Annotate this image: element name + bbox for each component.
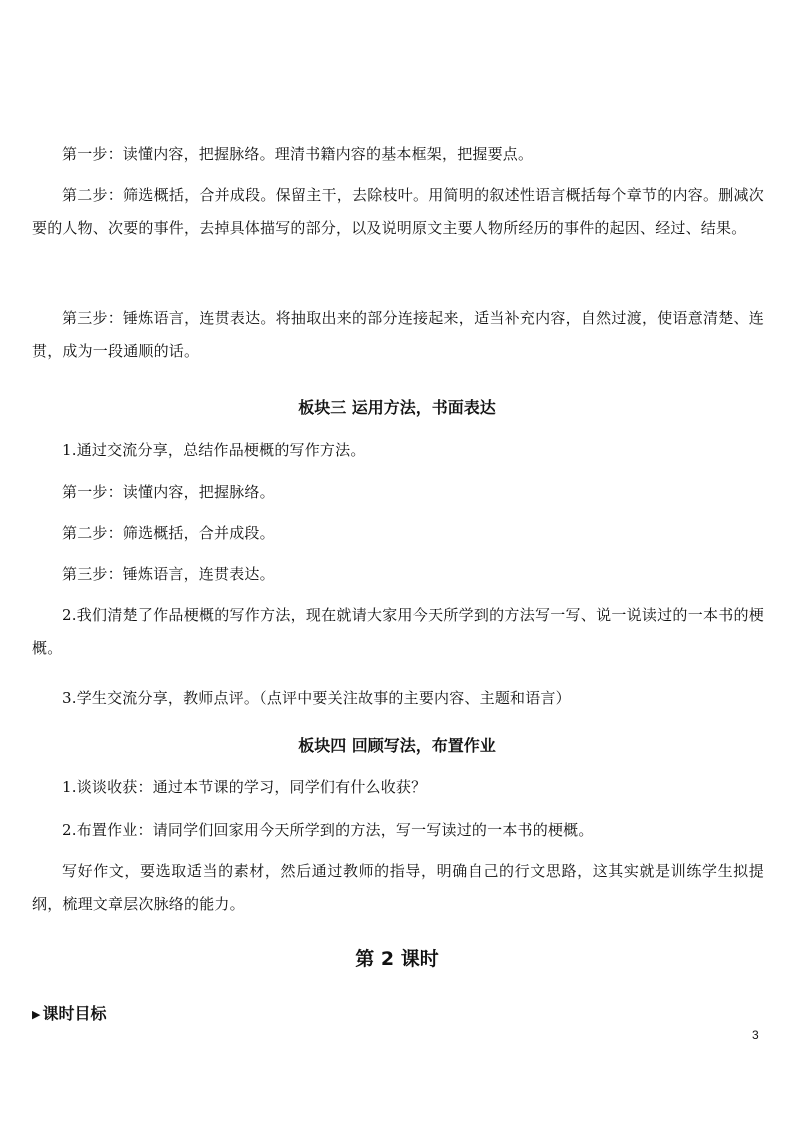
section-four-item: 写好作文，要选取适当的素材，然后通过教师的指导，明确自己的行文思路，这其实就是训练学生拟提纲，梳理文章层次脉络的能力。 (32, 862, 764, 913)
lesson-title: 第 2 课时 (355, 948, 439, 970)
paragraph-step-two: 第二步：筛选概括，合并成段。保留主干，去除枝叶。用简明的叙述性语言概括每个章节的内容。删减次要的人物、次要的事件，去掉具体描写的部分，以及说明原文主要人物所经历的事件的起因、经过、结果。 (32, 186, 764, 237)
paragraph-step-one: 第一步：读懂内容，把握脉络。理清书籍内容的基本框架，把握要点。 (62, 145, 534, 163)
section-four-item: 1.谈谈收获：通过本节课的学习，同学们有什么收获？ (62, 778, 427, 796)
section-three-item: 2.我们清楚了作品梗概的写作方法，现在就请大家用今天所学到的方法写一写、说一说读过的一本书的梗概。 (32, 606, 764, 657)
paragraph-step-three: 第三步：锤炼语言，连贯表达。将抽取出来的部分连接起来，适当补充内容，自然过渡，使语意清楚、连贯，成为一段通顺的话。 (32, 309, 764, 360)
section-four-heading: 板块四 回顾写法，布置作业 (298, 736, 496, 755)
section-three-item: 第一步：读懂内容，把握脉络。 (62, 483, 275, 501)
section-three-item: 第二步：筛选概括，合并成段。 (62, 524, 275, 542)
section-three-item: 第三步：锤炼语言，连贯表达。 (62, 565, 275, 583)
objectives-label: 课时目标 (42, 1004, 107, 1023)
section-three-item: 3.学生交流分享，教师点评。（点评中要关注故事的主要内容、主题和语言） (62, 689, 571, 707)
section-four-item: 2.布置作业：请同学们回家用今天所学到的方法，写一写读过的一本书的梗概。 (62, 821, 594, 839)
section-three-heading: 板块三 运用方法，书面表达 (298, 398, 496, 417)
triangle-bullet-icon: ▶ (32, 1008, 41, 1021)
section-three-item: 1.通过交流分享，总结作品梗概的写作方法。 (62, 441, 366, 459)
page-number: 3 (752, 1028, 759, 1042)
objectives-heading (32, 1002, 106, 1027)
